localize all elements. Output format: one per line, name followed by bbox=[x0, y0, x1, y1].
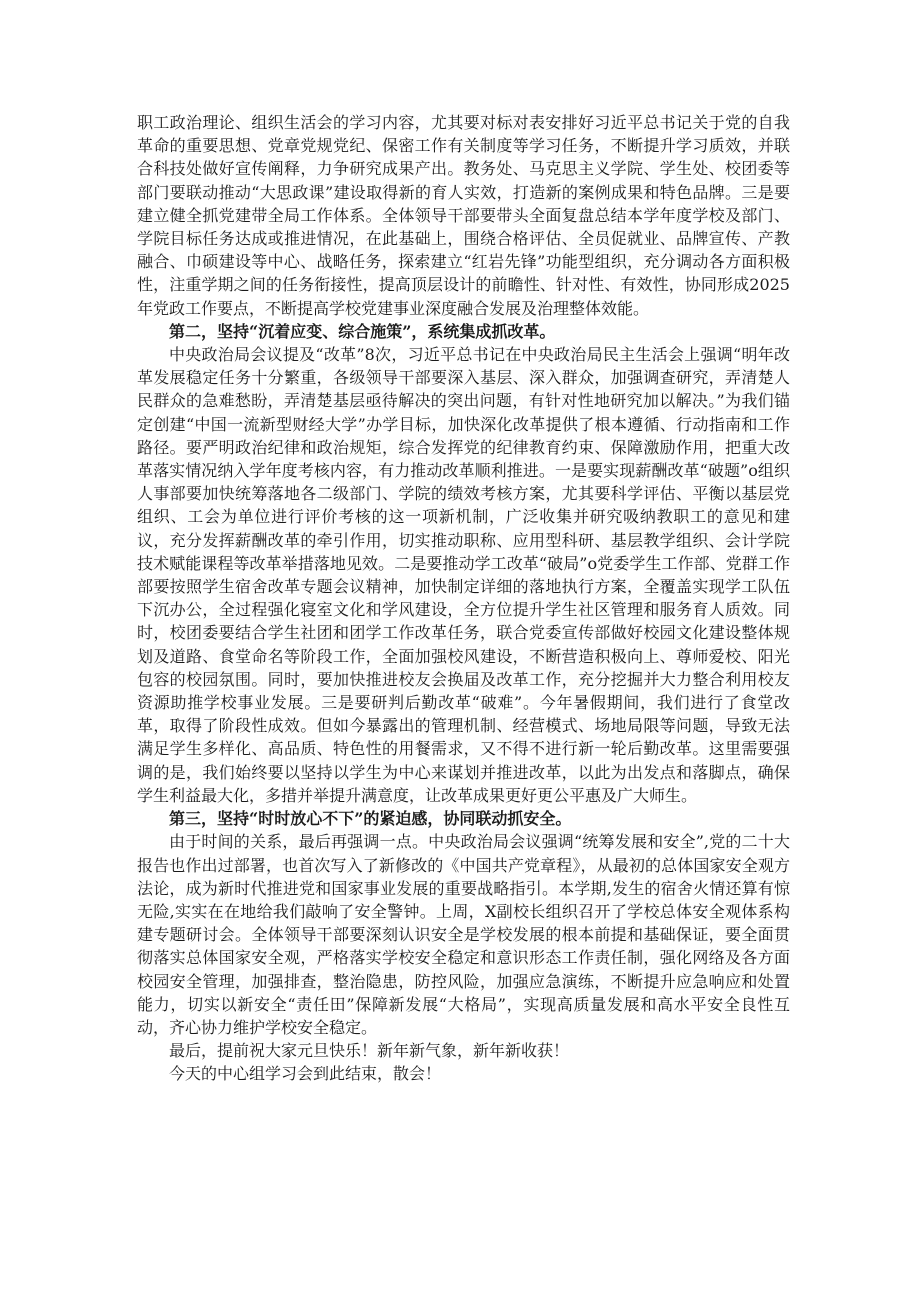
paragraph-closing: 今天的中心组学习会到此结束，散会！ bbox=[169, 1064, 442, 1084]
paragraph-reform: 中央政治局会议提及“改革”8次，习近平总书记在中央政治局民主生活会上强调“明年改革发展稳定任务十分繁重，各级领导干部要深入基层、深入群众，加强调查研究，弄清楚人民群众的急难愁盼，弄清楚基层亟待解决的突出问题，有针对性地研究加以解决。”为我们锚定创建“中国一流新型财经大学”办学目标，加快深化改革提供了根本遵循、行动指南和工作路径。要严明政治纪律和政治规矩，综合发挥党的纪律教育约束、保障激励作用，把重大改革落实情况纳入学年度考核内容，有力推动改革顺利推进。一是要实现薪酬改革“破题”o组织人事部要加快统筹落地各二级部门、学院的绩效考核方案，尤其要科学评估、平衡以基层党组织、工会为单位进行评价考核的这一项新机制，广泛收集并研究吸纳教职工的意见和建议，充分发挥薪酬改革的牵引作用，切实推动职称、应用型科研、基层教学组织、会计学院技术赋能课程等改革举措落地见效。二是要推动学工改革“破局”o党委学生工作部、党群工作部要按照学生宿舍改革专题会议精神，加快制定详细的落地执行方案，全覆盖实现学工队伍下沉办公，全过程强化寝室文化和学风建设，全方位提升学生社区管理和服务育人质效。同时，校团委要结合学生社团和团学工作改革任务，联合党委宣传部做好校园文化建设整体规划及道路、食堂命名等阶段工作，全面加强校风建设，不断营造积极向上、尊师爱校、阳光包容的校园氛围。同时，要加快推进校友会换届及改革工作，充分挖掘并大力整合利用校友资源助推学校事业发展。三是要研判后勤改革“破难”。今年暑假期间，我们进行了食堂改革，取得了阶段性成效。但如今暴露出的管理机制、经营模式、场地局限等问题，导致无法满足学生多样化、高品质、特色性的用餐需求，又不得不进行新一轮后勤改革。这里需要强调的是，我们始终要以坚持以学生为中心来谋划并推进改革，以此为出发点和落脚点，确保学生利益最大化，多措并举提升满意度，让改革成果更好更公平惠及广大师生。 bbox=[137, 345, 790, 805]
section-heading-safety: 第三，坚持“时时放心不下”的紧迫感，协同联动抓安全。 bbox=[169, 809, 572, 829]
section-heading-reform: 第二，坚持“沉着应变、综合施策”，系统集成抓改革。 bbox=[169, 321, 556, 341]
paragraph-new-year-greeting: 最后，提前祝大家元旦快乐！新年新气象，新年新收获！ bbox=[169, 1041, 570, 1061]
paragraph-safety: 由于时间的关系，最后再强调一点。中央政治局会议强调“统筹发展和安全”,党的二十大报告也作出过部署，也首次写入了新修改的《中国共产党章程》，从最初的总体国家安全观方法论，成为新时代推进党和国家事业发展的重要战略指引。本学期,发生的宿舍火情还算有惊无险,实实在在地给我们敲响了安全警钟。上周，X副校长组织召开了学校总体安全观体系构建专题研讨会。全体领导干部要深刻认识安全是学校发展的根本前提和基础保证，要全面贯彻落实总体国家安全观，严格落实学校安全稳定和意识形态工作责任制，强化网络及各方面校园安全管理，加强排查，整治隐患，防控风险，加强应急演练，不断提升应急响应和处置能力，切实以新安全“责任田”保障新发展“大格局”，实现高质量发展和高水平安全良性互动，齐心协力维护学校安全稳定。 bbox=[137, 832, 790, 1037]
document-body bbox=[137, 111, 790, 1086]
paragraph-continuation: 职工政治理论、组织生活会的学习内容，尤其要对标对表安排好习近平总书记关于党的自我革命的重要思想、党章党规党纪、保密工作有关制度等学习任务，不断提升学习质效，并联合科技处做好宣传阐释，力争研究成果产出。教务处、马克思主义学院、学生处、校团委等部门要联动推动“大思政课”建设取得新的育人实效，打造新的案例成果和特色品牌。三是要建立健全抓党建带全局工作体系。全体领导干部要带头全面复盘总结本学年度学校及部门、学院目标任务达成或推进情况，在此基础上，围绕合格评估、全员促就业、品牌宣传、产教融合、巾硕建设等中心、战略任务，探索建立“红岩先锋”功能型组织，充分调动各方面积极性，注重学期之间的任务衔接性，提高顶层设计的前瞻性、针对性、有效性，协同形成2025年党政工作要点，不断提高学校党建事业深度融合发展及治理整体效能。 bbox=[137, 113, 790, 318]
